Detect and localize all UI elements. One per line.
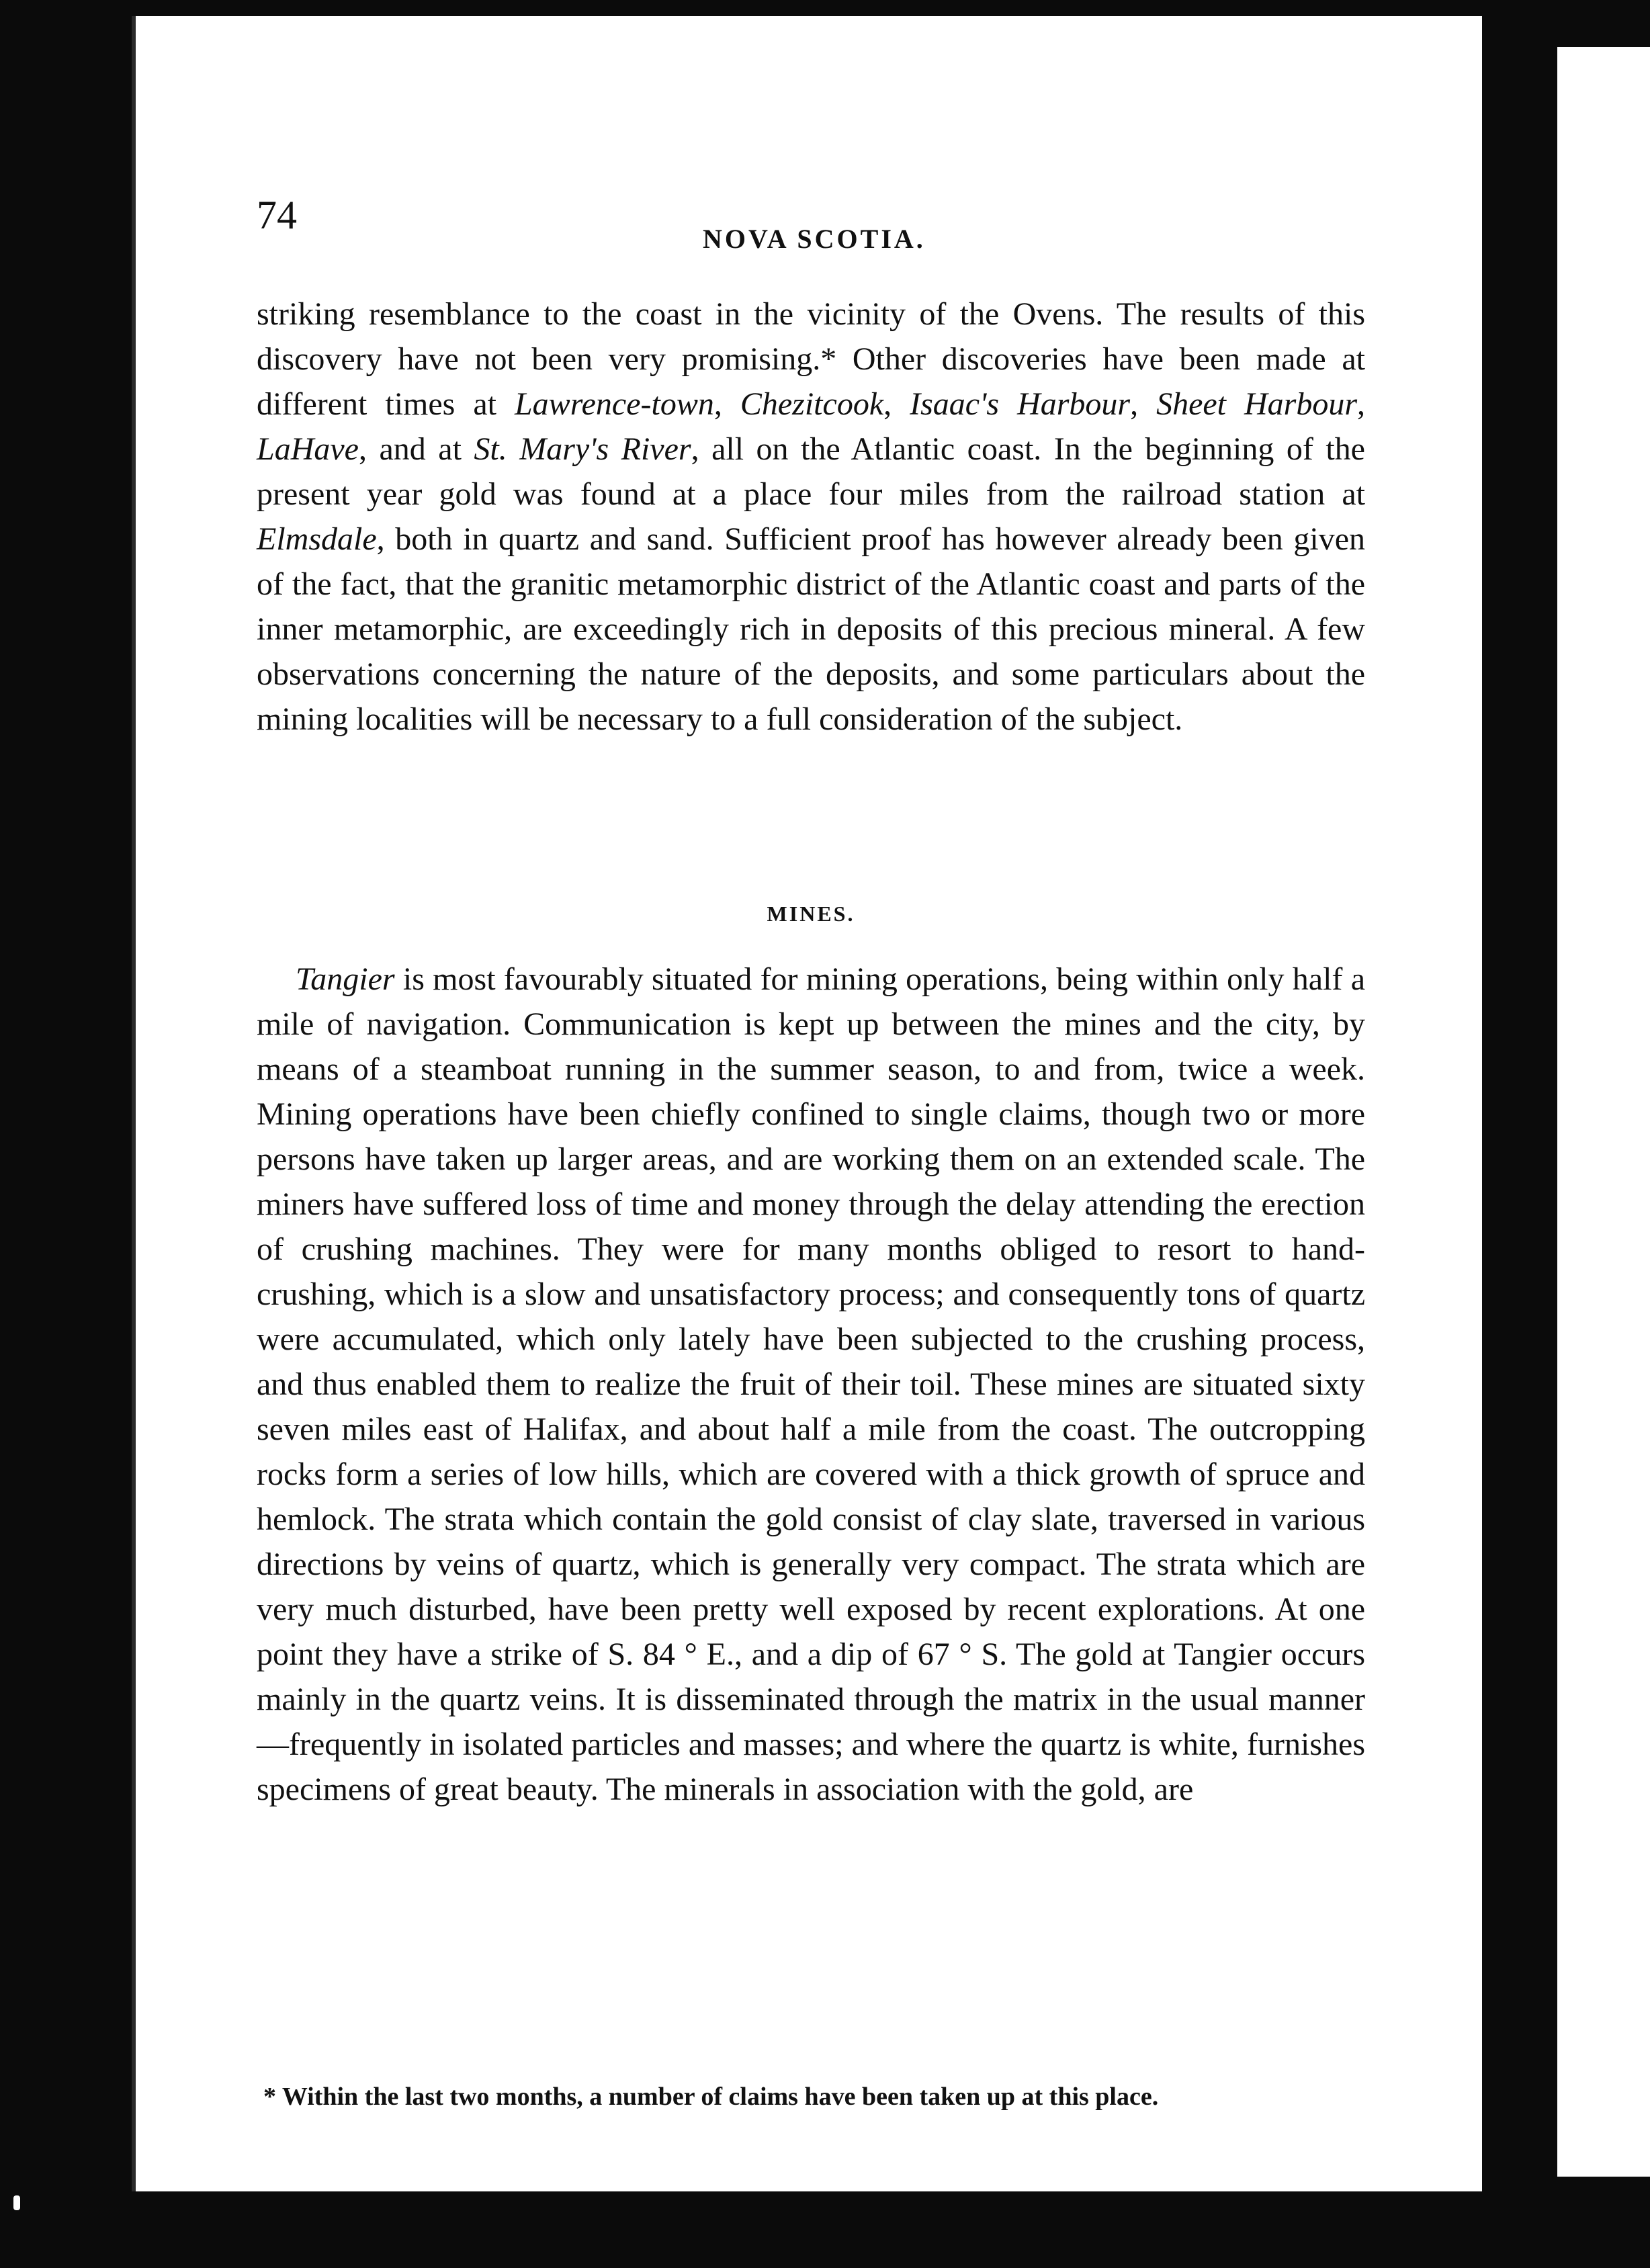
place-lahave: LaHave [257,431,359,467]
book-page [132,16,1482,2191]
place-elmsdale: Elmsdale [257,521,377,557]
paragraph-1 [257,292,1365,742]
scan-speck [13,2195,20,2210]
place-isaacs-harbour: Isaac's Harbour [910,386,1131,422]
place-tangier: Tangier [296,961,395,997]
place-sheet-harbour: Sheet Harbour [1156,386,1358,422]
place-st-marys-river: St. Mary's River [474,431,691,467]
para1-text-5: , [1357,386,1366,422]
para1-text-6: , and at [358,431,474,467]
place-chezitcook: Chezitcook [740,386,884,422]
adjacent-page-edge [1557,47,1650,2177]
paragraph-2 [257,957,1365,1812]
para1-text-2: , [713,386,740,422]
page-number: 74 [257,193,297,237]
footnote: * Within the last two months, a number of claims have been taken up at this place. [263,2083,1159,2111]
para1-text-8: , both in quartz and sand. Sufficient proof has however already been given of the fact, that the granitic metamorphic district of the Atlantic coast and parts of the inner metamorphic, are exceedingly rich in deposits of this precious mineral. A few observations concerning the nature of the deposits, and some particulars about the mining localities will be necessary to a full consideration of the subject. [257,521,1365,737]
para1-text-7: , all on the Atlantic coast. In the beginning of the present year gold was found at a place four miles from the railroad station at [257,431,1365,512]
para1-text-1: striking resemblance to the coast in the vicinity of the Ovens. The results of this discovery have not been very promising.* Other discoveries have been made at different times at [257,296,1365,422]
para2-text: is most favourably situated for mining operations, being within only half a mile of navigation. Communication is kept up between the mines and the city, by means of a steamboat running in the summer season, to and from, twice a week. Mining operations have been chiefly confined to single claims, though two or more persons have taken up larger areas, and are working them on an extended scale. The miners have suffered loss of time and money through the delay attending the erection of crushing machines. They were for many months obliged to resort to hand-crushing, which is a slow and unsatisfactory process; and consequently tons of quartz were accumulated, which only lately have been subjected to the crushing process, and thus enabled them to realize the fruit of their toil. These mines are situated sixty seven miles east of Halifax, and about half a mile from the coast. The outcropping rocks form a series of low hills, which are covered with a thick growth of spruce and hemlock. The strata which contain the gold consist of clay slate, traversed in various directions by veins of quartz, which is generally very compact. The strata which are very much disturbed, have been pretty well exposed by recent explorations. At one point they have a strike of S. 84 ° E., and a dip of 67 ° S. The gold at Tangier occurs mainly in the quartz veins. It is disseminated through the matrix in the usual manner—frequently in isolated particles and masses; and where the quartz is white, furnishes specimens of great beauty. The minerals in association with the gold, are [257,961,1365,1807]
place-lawrence-town: Lawrence-town [514,386,714,422]
para1-text-4: , [1130,386,1157,422]
running-head: NOVA SCOTIA. [703,224,926,254]
section-heading-mines: MINES. [767,902,855,926]
para1-text-3: , [883,386,910,422]
